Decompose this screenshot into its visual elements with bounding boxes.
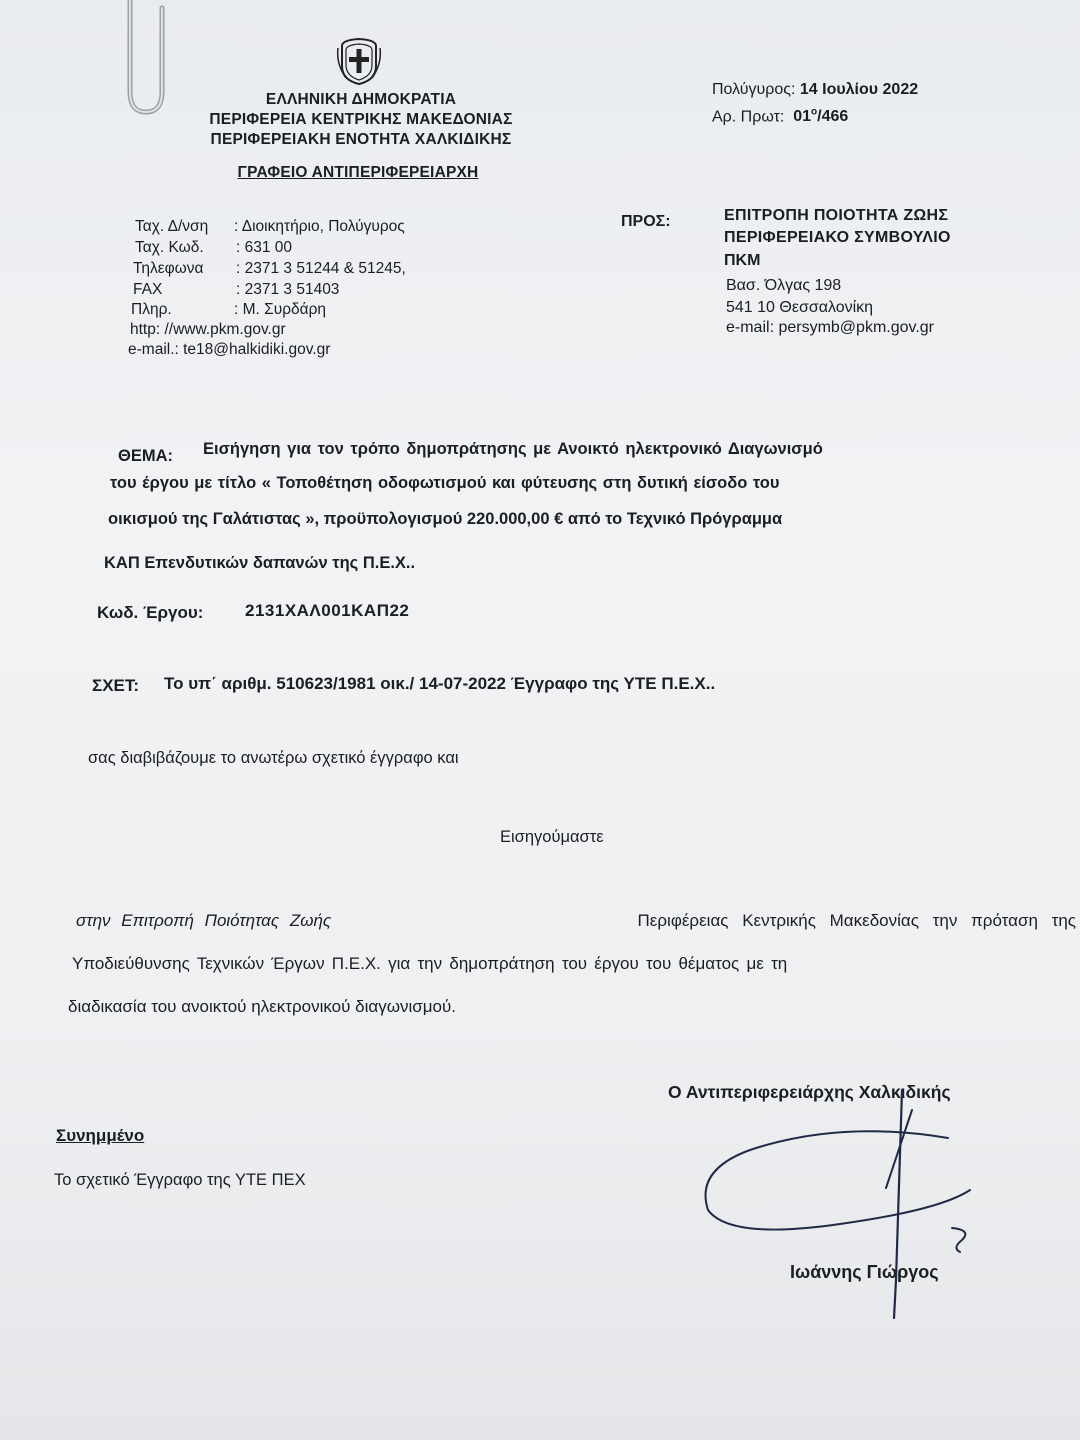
subject-line-2: του έργου με τίτλο « Τοποθέτηση οδοφωτισμού και φύτευσης στη δυτική είσοδο του — [110, 474, 780, 492]
header-republic: ΕΛΛΗΝΙΚΗ ΔΗΜΟΚΡΑΤΙΑ — [265, 91, 457, 108]
sender-phone-label: Τηλεφωνα — [133, 260, 204, 277]
signatory-title: Ο Αντιπεριφερειάρχης Χαλκιδικής — [668, 1082, 951, 1102]
body-line-1-rest: Περιφέρειας Κεντρικής Μακεδονίας την πρόταση της — [637, 911, 1076, 930]
recipient-line-5: 541 10 Θεσσαλονίκη — [726, 299, 874, 316]
header-office: ΓΡΑΦΕΙΟ ΑΝΤΙΠΕΡΙΦΕΡΕΙΑΡΧΗ — [237, 164, 479, 181]
body-paragraph-line-1 — [76, 911, 1076, 931]
coat-of-arms-icon — [336, 36, 382, 86]
subject-line-1: Εισήγηση για τον τρόπο δημοπράτησης με Ανοικτό ηλεκτρονικό Διαγωνισμό — [203, 440, 823, 458]
body-paragraph-line-3: διαδικασία του ανοικτού ηλεκτρονικού διαγωνισμού. — [68, 997, 457, 1016]
date-place-label: Πολύγυρος: — [712, 81, 796, 98]
subject-line-4: ΚΑΠ Επενδυτικών δαπανών της Π.Ε.Χ.. — [104, 554, 416, 572]
recipient-line-1: ΕΠΙΤΡΟΠΗ ΠΟΙΟΤΗΤΑ ΖΩΗΣ — [724, 207, 949, 224]
sender-fax-label: FAX — [133, 281, 163, 298]
sender-fax-value: : 2371 3 51403 — [236, 281, 340, 298]
body-paragraph-line-2: Υποδιεύθυνσης Τεχνικών Έργων Π.Ε.Χ. για την δημοπράτηση του έργου του θέματος με τη — [72, 954, 788, 973]
header-regional-unit: ΠΕΡΙΦΕΡΕΙΑΚΗ ΕΝΟΤΗΤΑ ΧΑΛΚΙΔΙΚΗΣ — [210, 131, 512, 148]
date-line — [712, 80, 918, 100]
paperclip-icon — [112, 0, 176, 120]
protocol-number: $01^o/466$ — [793, 107, 849, 126]
attachment-text: Το σχετικό Έγγραφο της ΥΤΕ ΠΕΧ — [54, 1171, 306, 1189]
project-code-label: Κωδ. Έργου: — [97, 603, 204, 622]
handwritten-signature — [690, 1080, 990, 1320]
signatory-name: Ιωάννης Γιώργος — [790, 1262, 939, 1282]
project-code-value: 2131ΧΑΛ001ΚΑΠ22 — [245, 601, 410, 620]
recipient-line-4: Βασ. Όλγας 198 — [726, 277, 842, 294]
sender-address-value: : Διοικητήριο, Πολύγυρος — [234, 218, 405, 235]
sender-phone-value: : 2371 3 51244 & 51245, — [236, 260, 406, 277]
recipient-line-6: e-mail: persymb@pkm.gov.gr — [726, 319, 934, 336]
sender-code-value: : 631 00 — [236, 239, 293, 256]
committee-name: στην Επιτροπή Ποιότητας Ζωής — [76, 911, 332, 930]
subject-label: ΘΕΜΑ: — [118, 447, 173, 465]
related-text: Το υπ΄ αριθμ. 510623/1981 οικ./ 14-07-2022 Έγγραφο της ΥΤΕ Π.Ε.Χ.. — [164, 674, 716, 693]
attachment-label: Συνημμένο — [56, 1126, 145, 1145]
date-value: 14 Ιουλίου 2022 — [799, 81, 919, 98]
protocol-label: Αρ. Πρωτ: — [712, 108, 785, 126]
sender-website: http: //www.pkm.gov.gr — [130, 321, 286, 338]
recipient-line-2: ΠΕΡΙΦΕΡΕΙΑΚΟ ΣΥΜΒΟΥΛΙΟ — [724, 229, 951, 246]
sender-address-label: Ταχ. Δ/νση — [135, 218, 209, 235]
header-region: ΠΕΡΙΦΕΡΕΙΑ ΚΕΝΤΡΙΚΗΣ ΜΑΚΕΔΟΝΙΑΣ — [209, 111, 513, 128]
sender-code-label: Ταχ. Κωδ. — [135, 239, 204, 256]
recipient-line-3: ΠΚΜ — [724, 252, 761, 269]
sender-email: e-mail.: te18@halkidiki.gov.gr — [128, 341, 331, 358]
protocol-line — [712, 103, 848, 127]
forward-sentence: σας διαβιβάζουμε το ανωτέρω σχετικό έγγραφο και — [88, 749, 459, 767]
propose-heading: Εισηγούμαστε — [500, 828, 604, 846]
related-label: ΣΧΕΤ: — [92, 676, 140, 695]
sender-info-label: Πληρ. — [131, 301, 172, 318]
subject-line-3: οικισμού της Γαλάτιστας », προϋπολογισμού 220.000,00 € από το Τεχνικό Πρόγραμμα — [108, 510, 783, 528]
sender-info-value: : Μ. Συρδάρη — [234, 301, 327, 318]
recipient-to-label: ΠΡΟΣ: — [621, 213, 671, 230]
